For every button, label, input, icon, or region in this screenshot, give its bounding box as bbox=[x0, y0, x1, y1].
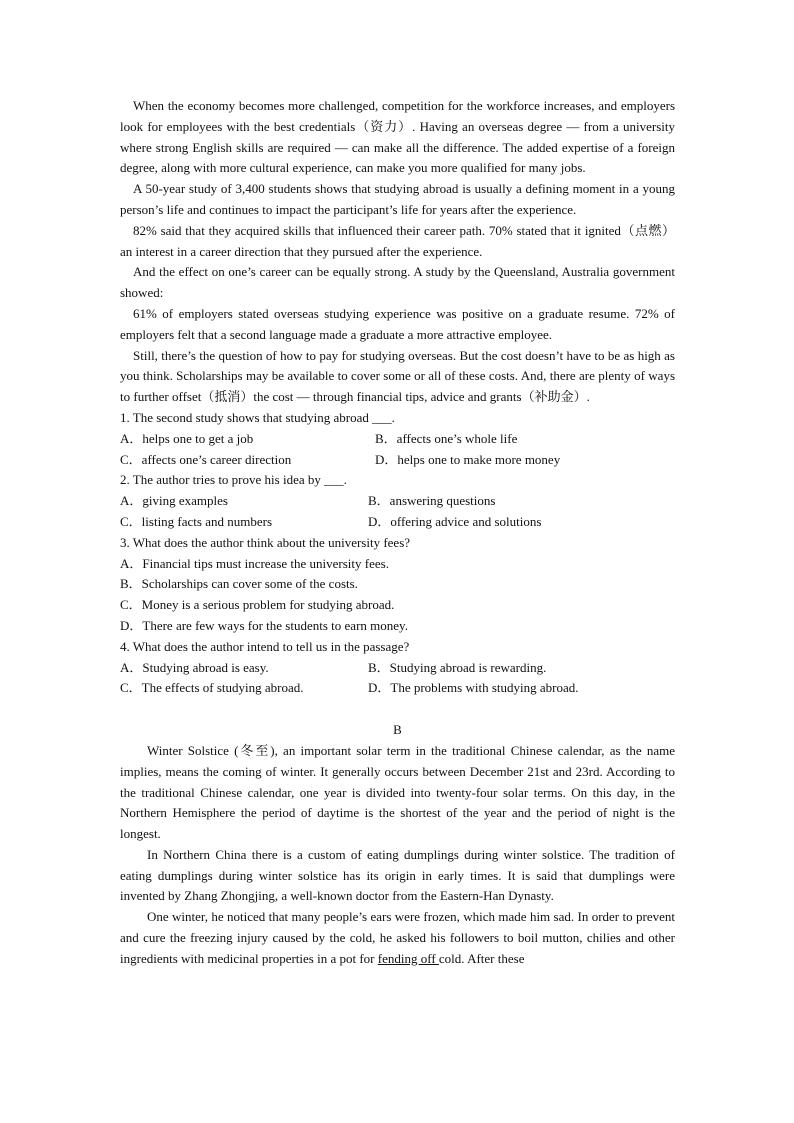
question-stem: 4. What does the author intend to tell us in the passage? bbox=[120, 638, 410, 654]
option-row bbox=[120, 429, 675, 450]
option-b: B．Scholarships can cover some of the costs. bbox=[120, 576, 358, 592]
option-a: A．giving examples bbox=[120, 493, 228, 509]
option-row bbox=[120, 658, 675, 679]
question-3 bbox=[120, 533, 675, 637]
option-a: A．Financial tips must increase the university fees. bbox=[120, 555, 389, 571]
underlined-phrase: fending off bbox=[377, 950, 439, 966]
passage-b bbox=[120, 720, 675, 970]
passage-a-paragraph: Still, there’s the question of how to pay for studying overseas. But the cost doesn’t have to be as high as you think. Scholarships may be available to cover some or all of these costs. And, there are plenty of ways to further offset（抵消）the cost — through financial tips, advice and grants（补助金）. bbox=[120, 347, 675, 405]
passage-b-paragraph: Winter Solstice (冬至), an important solar term in the traditional Chinese calendar, as the name implies, means the coming of winter. It generally occurs between December 21st and 23rd. According to the traditional Chinese calendar, one year is divided into twenty-four solar terms. On this day, in the Northern Hemisphere the period of daytime is the shortest of the year and the period of night is the longest. bbox=[120, 742, 675, 842]
option-b: B．answering questions bbox=[368, 493, 496, 509]
question-1 bbox=[120, 408, 675, 470]
option-c: C．affects one’s career direction bbox=[120, 451, 292, 467]
document-page bbox=[120, 96, 675, 970]
question-2 bbox=[120, 470, 675, 532]
passage-a-paragraph: And the effect on one’s career can be equally strong. A study by the Queensland, Australia government showed: bbox=[120, 264, 675, 301]
question-stem: 3. What does the author think about the university fees? bbox=[120, 534, 411, 550]
option-b: B．affects one’s whole life bbox=[375, 430, 518, 446]
option-row bbox=[120, 678, 675, 699]
option-row bbox=[120, 491, 675, 512]
question-stem: 1. The second study shows that studying abroad ___. bbox=[120, 409, 395, 425]
section-gap bbox=[120, 699, 675, 720]
option-d: D．offering advice and solutions bbox=[368, 513, 542, 529]
passage-a-paragraph: 61% of employers stated overseas studying experience was positive on a graduate resume. 72% of employers felt that a second language made a graduate a more attractive employee. bbox=[120, 305, 675, 342]
passage-b-paragraph bbox=[120, 907, 675, 969]
option-d: D．The problems with studying abroad. bbox=[368, 680, 579, 696]
question-4 bbox=[120, 637, 675, 699]
option-c: C．listing facts and numbers bbox=[120, 513, 273, 529]
option-c: C．The effects of studying abroad. bbox=[120, 680, 304, 696]
passage-b-paragraph: In Northern China there is a custom of eating dumplings during winter solstice. The tradition of eating dumplings during winter solstice has its origin in early times. It is said that dumplings were invented by Zhang Zhongjing, a well-known doctor from the Eastern-Han Dynasty. bbox=[120, 846, 675, 904]
passage-a-paragraph: 82% said that they acquired skills that influenced their career path. 70% stated that it ignited（点燃）an interest in a career direction that they pursued after the experience. bbox=[120, 222, 675, 259]
paragraph-text: One winter, he noticed that many people’s ears were frozen, which made him sad. In order to prevent and cure the freezing injury caused by the cold, he asked his followers to boil mutton, chilies and other ingredients with medicinal properties in a pot for bbox=[120, 909, 675, 966]
option-d: D．There are few ways for the students to earn money. bbox=[120, 617, 408, 633]
option-c: C．Money is a serious problem for studying abroad. bbox=[120, 597, 395, 613]
option-row bbox=[120, 450, 675, 471]
passage-a-paragraph: When the economy becomes more challenged, competition for the workforce increases, and employers look for employees with the best credentials（资力）. Having an overseas degree — from a university where strong English skills are required — can make all the difference. The added expertise of a foreign degree, along with more cultural experience, can make you more qualified for many jobs. bbox=[120, 98, 675, 176]
option-b: B．Studying abroad is rewarding. bbox=[368, 659, 547, 675]
passage-a-paragraph: A 50-year study of 3,400 students shows that studying abroad is usually a defining moment in a young person’s life and continues to impact the participant’s life for years after the experience. bbox=[120, 181, 675, 217]
paragraph-text: cold. After these bbox=[438, 950, 525, 966]
question-stem: 2. The author tries to prove his idea by ___. bbox=[120, 472, 347, 488]
passage-a bbox=[120, 96, 675, 408]
question-list bbox=[120, 408, 675, 699]
option-a: A．Studying abroad is easy. bbox=[120, 659, 269, 675]
section-title: B bbox=[393, 722, 402, 738]
option-row bbox=[120, 512, 675, 533]
option-a: A．helps one to get a job bbox=[120, 430, 254, 446]
option-d: D．helps one to make more money bbox=[375, 451, 561, 467]
